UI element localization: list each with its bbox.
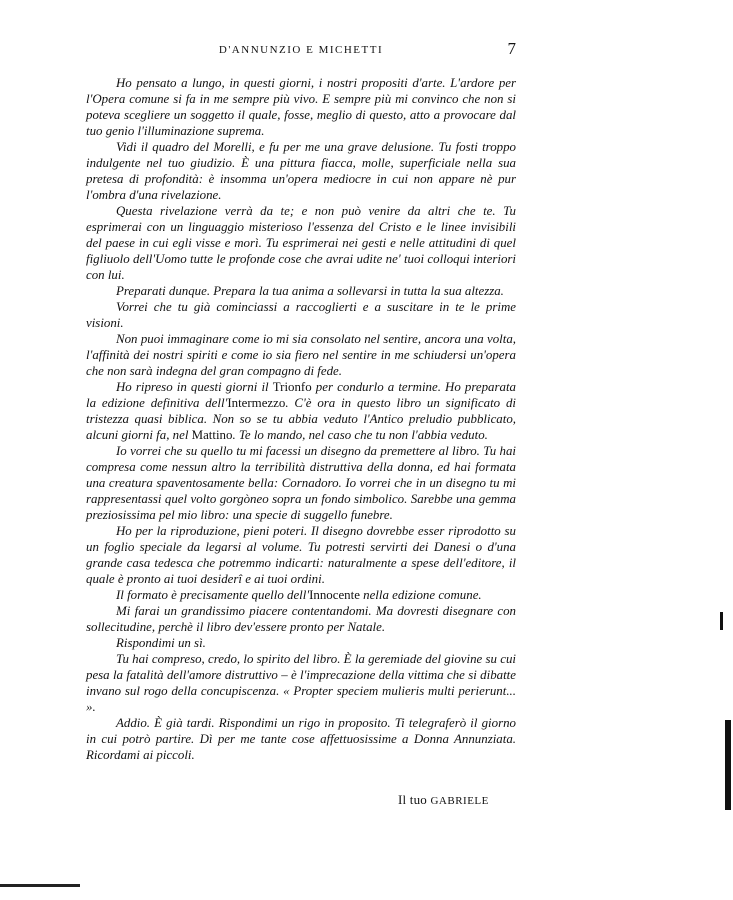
paragraph-7-part-4: . Te lo mando, nel caso che tu non l'abbia veduto. — [232, 428, 488, 442]
paragraph-6: Non puoi immaginare come io mi sia consolato nel sentire, ancora una volta, l'affinità dei nostri spiriti e come io sia fiero nel sentire in me schiudersi un'opera che non sarà indegna del gran compagno di fede. — [86, 332, 516, 378]
paragraph-3: Questa rivelazione verrà da te; e non può venire da altri che te. Tu esprimerai con un linguaggio misterioso l'essenza del Cristo e le linee invisibili del paese in cui egli visse e morì. Tu esprimerai nei gesti e nelle attitudini di quel figliuolo dell'Uomo tutte le profonde cose che avrai udite ne' tuoi colloqui interiori con lui. — [86, 204, 516, 282]
title-intermezzo: Intermezzo — [227, 396, 286, 410]
paragraph-13: Tu hai compreso, credo, lo spirito del libro. È la geremiade del giovine su cui pesa la fatalità dell'amore distruttivo – è l'imprecazione della vittima che si dibatte invano sul rogo della concupiscenza. « Propter speciem mulieris multi perierunt... ». — [86, 652, 516, 714]
page-number: 7 — [507, 39, 516, 58]
paragraph-8: Io vorrei che su quello tu mi facessi un disegno da premettere al libro. Tu hai compresa come nessun altro la terribilità distruttiva della donna, ed hai formata una creatura spaventosamente bella: Cornadoro. Io vorrei che in un disegno tu mi rappresentassi quel volto gorgòneo sopra un fondo simbolico. Sarebbe una gemma preziosissima pel mio libro: una specie di suggello funebre. — [86, 444, 516, 522]
paragraph-7-part-1: Ho ripreso in questi giorni il — [116, 380, 273, 394]
paragraph-7-part-3: . C'è ora in questo libro un significato di tristezza quasi biblica. Non so se tu abbia veduto l'Antico preludio pubblicato, alcuni giorni fa, nel — [86, 396, 516, 442]
paragraph-2: Vidi il quadro del Morelli, e fu per me una grave delusione. Tu fosti troppo indulgente nel tuo giudizio. È una pittura fiacca, molle, superficiale nella sua pretesa di profondità: è insomma un'opera mediocre in cui non appare nè pur l'ombra d'una rivelazione. — [86, 140, 516, 202]
scan-edge-mark — [725, 720, 731, 810]
title-trionfo: Trionfo — [272, 380, 312, 394]
paragraph-11: Mi farai un grandissimo piacere contentandomi. Ma dovresti disegnare con sollecitudine, perchè il libro dev'essere pronto per Natale. — [86, 604, 516, 634]
paragraph-4: Preparati dunque. Prepara la tua anima a sollevarsi in tutta la sua altezza. — [116, 284, 504, 298]
page-header — [86, 39, 516, 66]
paragraph-14: Addio. È già tardi. Rispondimi un rigo in proposito. Ti telegraferò il giorno in cui potrò partire. Dì per me tante cose affettuosissime a Donna Annunziata. Ricordami ai piccoli. — [86, 716, 516, 762]
letter-body — [86, 75, 516, 763]
paragraph-7-part-2: per condurlo a termine. Ho preparata la edizione definitiva dell' — [86, 380, 516, 410]
paragraph-9: Ho per la riproduzione, pieni poteri. Il disegno dovrebbe esser riprodotto su un foglio speciale da legarsi al volume. Tu potresti servirti dei Danesi o d'una grande casa tedesca che potremmo indicarti: naturalmente a spese dell'editore, il quale è pronto ai tuoi desiderî e ai tuoi ordini. — [86, 524, 516, 586]
closing: Il tuo — [398, 792, 428, 807]
scan-edge-mark-small — [720, 612, 723, 630]
signature — [398, 792, 489, 808]
paragraph-1: Ho pensato a lungo, in questi giorni, i nostri propositi d'arte. L'ardore per l'Opera comune si fa in me sempre più vivo. E sempre più mi convinco che non si poteva scegliere un soggetto il quale, fosse, meglio di questo, atto a provocare dal tuo genio l'illuminazione suprema. — [86, 76, 516, 138]
paragraph-5: Vorrei che tu già cominciassi a raccoglierti e a suscitare in te le prime visioni. — [86, 300, 516, 330]
title-mattino: Mattino — [191, 428, 233, 442]
scan-corner-rule — [0, 884, 80, 887]
paragraph-7 — [86, 379, 516, 443]
title-innocente: Innocente — [309, 588, 360, 602]
signature-name: GABRIELE — [430, 795, 489, 807]
paragraph-10-part-2: nella edizione comune. — [359, 588, 482, 602]
paragraph-10-part-1: Il formato è precisamente quello dell' — [116, 588, 310, 602]
paragraph-12: Rispondimi un sì. — [116, 636, 206, 650]
paragraph-10 — [86, 587, 516, 603]
running-head: D'ANNUNZIO E MICHETTI — [218, 44, 384, 56]
